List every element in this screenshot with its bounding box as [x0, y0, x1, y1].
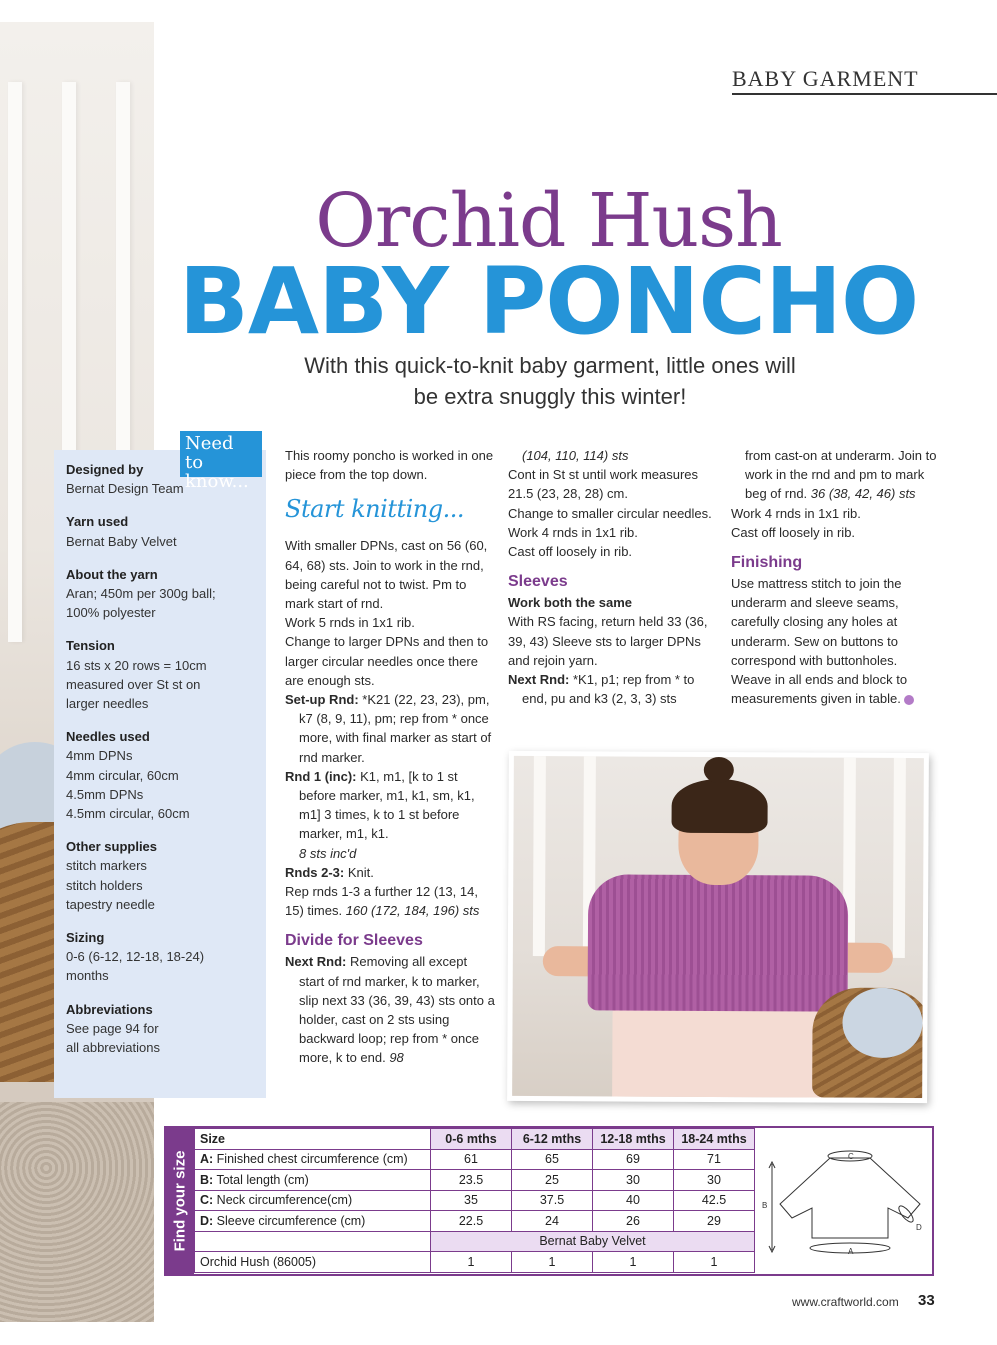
instruction: Change to larger DPNs and then to larger circular needles once there are enough sts.	[285, 634, 489, 688]
instruction: With RS facing, return held 33 (36, 39, 43) Sleeve sts to larger DPNs and rejoin yarn.	[508, 614, 708, 668]
diagram-label-c: C	[848, 1152, 854, 1161]
sidebar-block-line: 0-6 (6-12, 12-18, 18-24)	[66, 949, 205, 965]
round-label: Next Rnd:	[508, 672, 570, 688]
photo-scene	[512, 756, 924, 1098]
sidebar-block	[66, 727, 254, 823]
sidebar-block-line: Aran; 450m per 300g ball;	[66, 586, 216, 602]
table-blank-cell	[195, 1231, 431, 1252]
start-knitting-heading: Start knitting...	[285, 495, 464, 524]
tulle-skirt	[612, 1002, 823, 1098]
sidebar-block-line: See page 94 for	[66, 1020, 159, 1036]
sidebar-block-line: Bernat Baby Velvet	[66, 533, 177, 549]
instruction: Work 4 rnds in 1x1 rib.	[731, 505, 861, 521]
measurement-value: 37.5	[512, 1190, 593, 1211]
diagram-label-d: D	[916, 1223, 922, 1232]
measurement-name: Sleeve circumference (cm)	[213, 1213, 366, 1228]
ball-count: 1	[431, 1252, 512, 1273]
diagram-label-b: B	[762, 1201, 768, 1210]
measurement-value: 40	[593, 1190, 674, 1211]
instruction: from cast-on at underarm. Join to work in the rnd and pm to mark beg of rnd.	[745, 448, 937, 502]
sidebar-block-title: Needles used	[66, 729, 150, 745]
measurement-value: 29	[674, 1211, 755, 1232]
round-label: Rnds 2-3:	[285, 864, 345, 880]
table-header-cell: 0-6 mths	[431, 1129, 512, 1150]
purple-poncho	[588, 874, 849, 1011]
subtitle	[290, 350, 810, 412]
measurement-value: 23.5	[431, 1170, 512, 1191]
round-text: Knit.	[344, 864, 374, 880]
poncho-diagram	[760, 1146, 930, 1258]
finishing-heading: Finishing	[731, 554, 803, 572]
instruction: Cont in St st until work measures 21.5 (23, 28, 28) cm.	[508, 467, 699, 502]
measurement-key: C:	[200, 1193, 214, 1208]
table-header-cell: 18-24 mths	[674, 1129, 755, 1150]
measurement-value: 26	[593, 1211, 674, 1232]
ball-count: 1	[593, 1252, 674, 1273]
measurement-value: 24	[512, 1211, 593, 1232]
measurement-value: 30	[674, 1170, 755, 1191]
measurement-key: A:	[200, 1152, 214, 1167]
measurement-key: D:	[200, 1213, 214, 1228]
intro-text: This roomy poncho is worked in one piece from the top down.	[285, 448, 494, 483]
crib-bar	[8, 82, 22, 642]
pattern-column-2	[508, 446, 720, 708]
sidebar-block	[66, 1000, 254, 1058]
instruction: With smaller DPNs, cast on 56 (60, 64, 68) sts. Join to work in the rnd, being careful not to twist. Pm to mark start of rnd.	[285, 538, 488, 612]
stitch-count-note: 36 (38, 42, 46) sts	[810, 486, 916, 502]
table-header-cell: Size	[195, 1129, 431, 1150]
table-header-cell: 12-18 mths	[593, 1129, 674, 1150]
next-round	[508, 670, 720, 708]
sleeves-heading: Sleeves	[508, 573, 568, 591]
measurement-value: 71	[674, 1149, 755, 1170]
continued-text	[731, 446, 941, 504]
round-label: Set-up Rnd:	[285, 692, 359, 708]
section-rule	[732, 93, 997, 95]
round-1	[285, 767, 495, 844]
measurement-value: 35	[431, 1190, 512, 1211]
sidebar-block-title: Other supplies	[66, 839, 158, 855]
measurement-value: 30	[593, 1170, 674, 1191]
measurement-key: B:	[200, 1172, 214, 1187]
rounds-2-3	[285, 863, 495, 882]
sidebar-block-line: 4mm circular, 60cm	[66, 767, 179, 783]
sidebar-block-title: Tension	[66, 638, 115, 654]
pattern-column-3	[731, 446, 941, 708]
measurement-value: 61	[431, 1149, 512, 1170]
diagram-label-a: A	[848, 1247, 854, 1256]
badge-line: Need to	[185, 433, 234, 473]
footer-url[interactable]: www.craftworld.com	[792, 1295, 899, 1309]
pattern-column-1	[285, 446, 495, 1068]
size-table-tab-label: Find your size	[171, 1150, 189, 1252]
stitch-count-note: 8 sts inc'd	[299, 845, 357, 861]
section-label: BABY GARMENT	[732, 66, 919, 91]
sidebar-block-line: stitch holders	[66, 877, 143, 893]
measurement-value: 25	[512, 1170, 593, 1191]
stitch-count-note: 98	[389, 1050, 404, 1066]
size-grid-body	[195, 1129, 755, 1273]
sidebar-block-line: 4mm DPNs	[66, 748, 133, 764]
sleeves-subheading: Work both the same	[508, 595, 633, 611]
measurement-value: 65	[512, 1149, 593, 1170]
round-label: Next Rnd:	[285, 954, 347, 970]
size-table-tab	[166, 1128, 194, 1274]
measurement-label	[195, 1149, 431, 1170]
round-text: K1, m1, [k to 1 st before marker, m1, k1, sm, k1, m1] 3 times, k to 1 st before marker, m1, k1.	[299, 768, 475, 842]
next-round	[285, 952, 495, 1067]
repeat-text: Rep rnds 1-3 a further 12 (13, 14, 15) times.	[285, 884, 478, 919]
poncho-outline	[780, 1158, 920, 1238]
table-row	[195, 1149, 755, 1170]
sidebar-block-line: measured over St st on	[66, 676, 201, 692]
table-header-cell: 6-12 mths	[512, 1129, 593, 1150]
instruction: Cast off loosely in rib.	[731, 524, 856, 540]
sidebar-block-title: About the yarn	[66, 566, 158, 582]
sidebar-block-line: 4.5mm DPNs	[66, 786, 144, 802]
measurement-name: Total length (cm)	[213, 1172, 309, 1187]
ball-count: 1	[674, 1252, 755, 1273]
sidebar-block-title: Designed by	[66, 462, 144, 477]
size-grid	[194, 1128, 755, 1273]
round-text: Removing all except start of rnd marker, k to marker, slip next 33 (36, 39, 43) sts onto a holder, cast on 2 sts using backward loop; rep from * once more, k to end.	[299, 954, 495, 1066]
instruction: Work 4 rnds in 1x1 rib.	[508, 524, 638, 540]
finishing-text	[731, 574, 941, 708]
table-row	[195, 1170, 755, 1191]
sidebar-block-line: all abbreviations	[66, 1040, 160, 1056]
child-hair	[671, 779, 767, 834]
round-text: *K21 (22, 23, 23), pm, k7 (8, 9, 11), pm; rep from * once more, with final marker as start of rnd marker.	[299, 692, 492, 765]
carpet	[0, 1102, 154, 1322]
crib-bar	[893, 758, 906, 958]
ball-count: 1	[512, 1252, 593, 1273]
sidebar-block	[66, 565, 254, 623]
measurement-label	[195, 1211, 431, 1232]
child-hair-bun	[704, 757, 734, 783]
need-to-know-sidebar	[54, 450, 266, 1098]
measurement-label	[195, 1170, 431, 1191]
instruction: Work 5 rnds in 1x1 rib.	[285, 615, 415, 631]
sidebar-block-line: tapestry needle	[66, 896, 155, 912]
sidebar-block-line: months	[66, 968, 109, 984]
sidebar-block	[66, 928, 254, 986]
sidebar-block	[66, 636, 254, 713]
setup-round	[285, 690, 495, 767]
sidebar-blocks	[66, 460, 254, 1057]
subtitle-line: be extra snuggly this winter!	[413, 384, 687, 409]
diagram-lines	[769, 1151, 920, 1253]
sidebar-block-line: Bernat Design Team	[66, 481, 184, 497]
sidebar-block-line: 100% polyester	[66, 605, 156, 621]
sidebar-block	[66, 837, 254, 914]
toy-bunny	[842, 988, 922, 1058]
page-number: 33	[918, 1292, 935, 1309]
yarn-header-row	[195, 1231, 755, 1252]
instruction: Change to smaller circular needles.	[508, 505, 712, 521]
sidebar-block-line: 16 sts x 20 rows = 10cm	[66, 657, 207, 673]
measurement-label	[195, 1190, 431, 1211]
crib-bar	[533, 756, 546, 956]
measurement-value: 69	[593, 1149, 674, 1170]
need-to-know-badge	[180, 431, 262, 492]
sidebar-block-title: Abbreviations	[66, 1001, 153, 1017]
table-row	[195, 1252, 755, 1273]
instruction: Use mattress stitch to join the underarm and sleeve seams, carefully closing any holes at underarm. Sew on buttons to correspond with buttonholes. Weave in all ends and block to measurements given in table.	[731, 576, 908, 707]
round-text: *K1, p1; rep from * to end, pu and k3 (2, 3, 3) sts	[522, 672, 695, 707]
measurement-name: Neck circumference(cm)	[213, 1193, 353, 1208]
sidebar-block-line: larger needles	[66, 696, 149, 712]
sidebar-block-title: Yarn used	[66, 514, 129, 530]
garment-photo	[507, 751, 929, 1103]
yarn-header-cell: Bernat Baby Velvet	[431, 1231, 755, 1252]
instruction: Cast off loosely in rib.	[508, 544, 633, 560]
sidebar-block-title: Sizing	[66, 930, 105, 946]
divide-sleeves-heading: Divide for Sleeves	[285, 932, 423, 950]
table-header-row	[195, 1129, 755, 1150]
subtitle-line: With this quick-to-knit baby garment, little ones will	[304, 353, 796, 378]
round-label: Rnd 1 (inc):	[285, 768, 357, 784]
stitch-count-note: 160 (172, 184, 196) sts	[345, 903, 480, 919]
stitch-count-note: (104, 110, 114) sts	[522, 448, 629, 463]
sidebar-block-line: stitch markers	[66, 858, 147, 874]
sidebar-block-line: 4.5mm circular, 60cm	[66, 806, 190, 822]
sidebar-block	[66, 512, 254, 550]
measurement-name: Finished chest circumference (cm)	[213, 1152, 408, 1167]
repeat-instruction	[285, 882, 495, 920]
table-row	[195, 1190, 755, 1211]
page-title: BABY PONCHO	[178, 248, 919, 355]
measurement-value: 42.5	[674, 1190, 755, 1211]
measurement-value: 22.5	[431, 1211, 512, 1232]
badge-line: know...	[185, 471, 249, 492]
table-row	[195, 1211, 755, 1232]
yarn-ball-icon	[904, 695, 914, 705]
yarn-shade-label: Orchid Hush (86005)	[195, 1252, 431, 1273]
title-script: Orchid Hush	[315, 178, 782, 264]
